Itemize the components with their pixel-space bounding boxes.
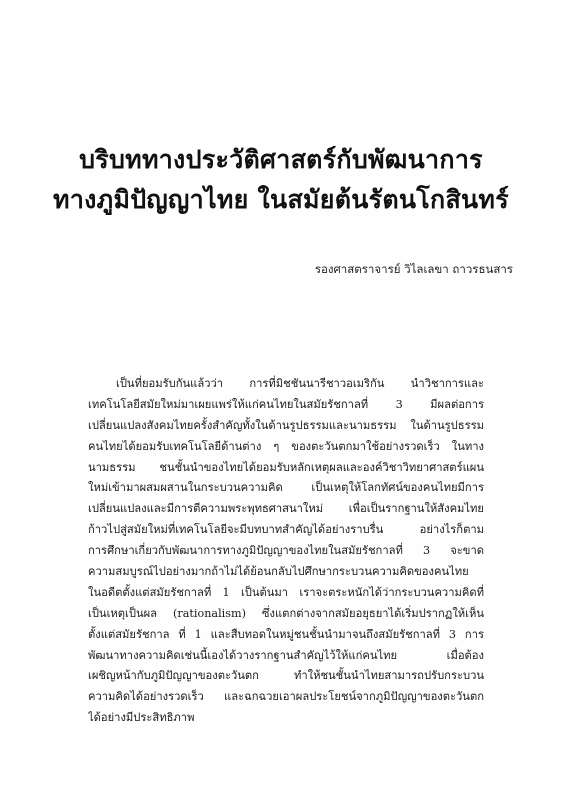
title-line-2: ทางภูมิปัญญาไทย ในสมัยต้นรัตนโกสินทร์ [53,185,509,214]
paragraph-line: เป็นเหตุเป็นผล (rationalism) ซึ่งแตกต่างจากสมัยอยุธยาได้เริ่มปรากฏให้เห็น [88,606,484,620]
paragraph-line: เป็นที่ยอมรับกันแล้วว่า การที่มิชชันนารีชาวอเมริกัน นำวิชาการและ [116,377,484,390]
paragraph-line: ได้อย่างมีประสิทธิภาพ [88,711,195,725]
body-paragraph [88,374,484,729]
paragraph-line: ในอดีตตั้งแต่สมัยรัชกาลที่ 1 เป็นต้นมา เราจะตระหนักได้ว่ากระบวนความคิดที่ [88,585,484,599]
paragraph-line: นามธรรม ชนชั้นนำของไทยได้ยอมรับหลักเหตุผลและองค์วิชาวิทยาศาสตร์แผน [88,460,484,474]
paragraph-line: ก้าวไปสู่สมัยใหม่ที่เทคโนโลยีจะมีบทบาทสำคัญได้อย่างราบรื่น อย่างไรก็ตาม [88,523,484,537]
paragraph-line: ความคิดได้อย่างรวดเร็ว และฉกฉวยเอาผลประโยชน์จากภูมิปัญญาของตะวันตก [88,690,484,704]
paragraph-line: เปลี่ยนแปลงและมีการตีความพระพุทธศาสนาใหม่ เพื่อเป็นรากฐานให้สังคมไทย [88,502,484,516]
paragraph-line: ความสมบูรณ์ไปอย่างมากถ้าไม่ได้ย้อนกลับไปศึกษากระบวนความคิดของคนไทย [88,565,469,579]
paragraph-line: ใหม่เข้ามาผสมผสานในกระบวนความคิด เป็นเหตุให้โลกทัศน์ของคนไทยมีการ [88,481,484,495]
paragraph-line: พัฒนาทางความคิดเช่นนี้เองได้วางรากฐานสำคัญไว้ให้แก่คนไทย เมื่อต้อง [88,648,484,662]
paragraph-line: เทคโนโลยีสมัยใหม่มาเผยแพร่ให้แก่คนไทยในสมัยรัชกาลที่ 3 มีผลต่อการ [88,397,484,411]
paragraph-line: คนไทยได้ยอมรับเทคโนโลยีด้านต่าง ๆ ของตะวันตกมาใช้อย่างรวดเร็ว ในทาง [88,439,484,453]
paragraph-line: เปลี่ยนแปลงสังคมไทยครั้งสำคัญทั้งในด้านรูปธรรมและนามธรรม ในด้านรูปธรรม [88,418,484,432]
paragraph-line: ตั้งแต่สมัยรัชกาล ที่ 1 และสืบทอดในหมู่ชนชั้นนำมาจนถึงสมัยรัชกาลที่ 3 การ [88,627,484,641]
paragraph-line: การศึกษาเกี่ยวกับพัฒนาการทางภูมิปัญญาของไทยในสมัยรัชกาลที่ 3 จะขาด [88,544,484,558]
paragraph-line: เผชิญหน้ากับภูมิปัญญาของตะวันตก ทำให้ชนชั้นนำไทยสามารถปรับกระบวน [88,669,484,683]
title-line-1: บริบททางประวัติศาสตร์กับพัฒนาการ [79,145,483,174]
author-name: รองศาสตราจารย์ วิไลเลขา ถาวรธนสาร [314,262,513,276]
